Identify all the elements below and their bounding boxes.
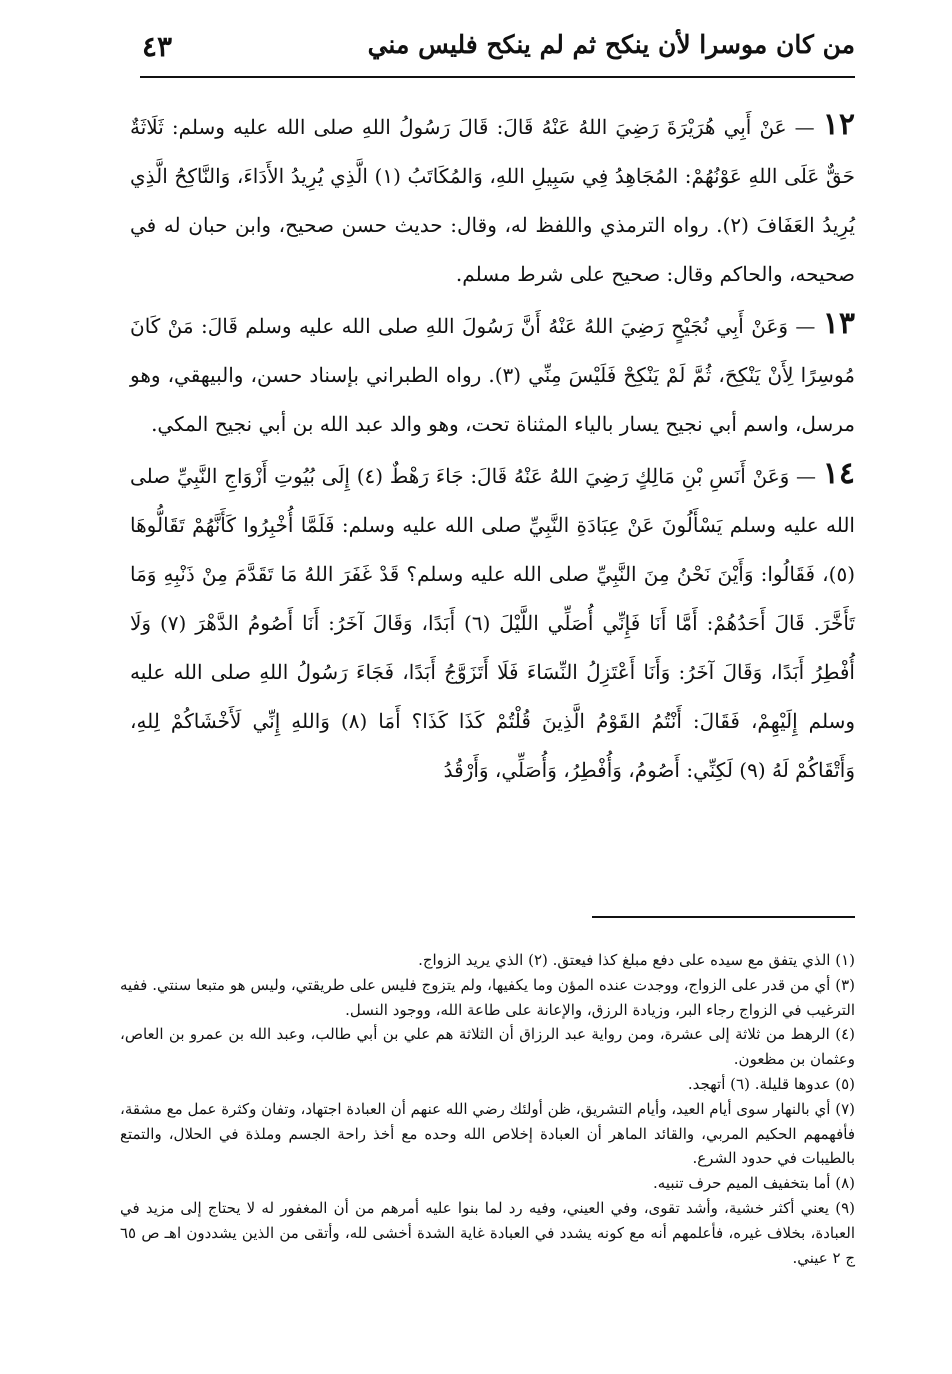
hadith-13	[130, 299, 855, 449]
footnote: (٧) أي بالنهار سوى أيام العيد، وأيام التشريق، ظن أولئك رضي الله عنهم أن العبادة اجتهاد، وتفان وكثرة عمل مع مشقة، فأفهمهم الحكيم المربي، والقائد الماهر أن العبادة إخلاص الله وحده مع أخذ راحة الجسم وملذة في الحلال، والتمتع بالطيبات في حدود الشرع.	[120, 1099, 855, 1168]
page-header	[140, 20, 855, 78]
hadith-body	[130, 100, 855, 795]
footnote: (٣) أي من قدر على الزواج، ووجدت عنده المؤن وما يكفيها، ولم يتزوج فليس على طريقتي، وليس هو متبعا سنتي. ففيه الترغيب في الزواج رجاء البر، وزيادة الرزق، والإعانة على طاعة الله، ووجود النسل.	[120, 975, 855, 1019]
hadith-number: ١٤	[822, 456, 855, 491]
footnotes	[120, 948, 855, 1270]
hadith-text: — وَعَنْ أَبِي نُجَيْحٍ رَضِيَ اللهُ عَنْهُ أَنَّ رَسُولَ اللهِ صلى الله عليه وسلم قَالَ: مَنْ كَانَ مُوسِرًا لِأَنْ يَنْكِحَ، ثُمَّ لَمْ يَنْكِحْ فَلَيْسَ مِنِّي (٣). رواه الطبراني بإسناد حسن، والبيهقي، وهو مرسل، واسم أبي نجيح يسار بالياء المثناة تحت، وهو والد عبد الله بن أبي نجيح المكي.	[130, 314, 855, 436]
footnote: (٥) عدوها قليلة. (٦) أتهجد.	[687, 1074, 855, 1093]
page-number: ٤٣	[142, 30, 173, 63]
footnote: (٤) الرهط من ثلاثة إلى عشرة، ومن رواية عبد الرزاق أن الثلاثة هم علي بن أبي طالب، وعبد الله بن عمرو بن العاص، وعثمان بن مظعون.	[120, 1025, 855, 1069]
footnote: (٨) أما بتخفيف الميم حرف تنبيه.	[653, 1174, 855, 1193]
footnote: (٩) يعني أكثر خشية، وأشد تقوى، وفي العيني، وفيه رد لما بنوا عليه أمرهم من أن المغفور له لا يحتاج إلى مزيد في العبادة، بخلاف غيره، فأعلمهم أنه مع كونه يشدد في العبادة غاية الشدة أخشى لله، وأتقى من الذين يشددون اهـ ص ٦٥ ج ٢ عيني.	[120, 1198, 855, 1267]
hadith-number: ١٢	[822, 107, 856, 142]
hadith-12	[130, 100, 855, 299]
hadith-text: — وَعَنْ أَنَسِ بْنِ مَالِكٍ رَضِيَ اللهُ عَنْهُ قَالَ: جَاءَ رَهْطٌ (٤) إِلَى بُيُوتِ أَزْوَاجِ النَّبِيِّ صلى الله عليه وسلم يَسْأَلُونَ عَنْ عِبَادَةِ النَّبِيِّ صلى الله عليه وسلم: فَلَمَّا أُخْبِرُوا كَأَنَّهُمْ تَقَالُّوهَا (٥)، فَقَالُوا: وَأَيْنَ نَحْنُ مِنَ النَّبِيِّ صلى الله عليه وسلم؟ قَدْ غَفَرَ اللهُ مَا تَقَدَّمَ مِنْ ذَنْبِهِ وَمَا تَأَخَّرَ. قَالَ أَحَدُهُمْ: أَمَّا أَنَا فَإِنِّي أُصَلِّي اللَّيْلَ (٦) أَبَدًا، وَقَالَ آخَرُ: أَنَا أَصُومُ الدَّهْرَ (٧) وَلَا أُفْطِرُ أَبَدًا، وَقَالَ آخَرُ: وَأَنَا أَعْتَزِلُ النِّسَاءَ فَلَا أَتَزَوَّجُ أَبَدًا، فَجَاءَ رَسُولُ اللهِ صلى الله عليه وسلم إِلَيْهِمْ، فَقَالَ: أَنْتُمُ القَوْمُ الَّذِينَ قُلْتُمْ كَذَا كَذَا؟ أَمَا (٨) وَاللهِ إِنِّي لَأَخْشَاكُمْ لِلهِ، وَأَتْقَاكُمْ لَهُ (٩) لَكِنِّي: أَصُومُ، وَأُفْطِرُ، وَأُصَلِّي، وَأَرْقُدُ	[130, 464, 856, 782]
running-title: من كان موسرا لأن ينكح ثم لم ينكح فليس مني	[367, 30, 855, 59]
footnote: (١) الذي يتفق مع سيده على دفع مبلغ كذا فيعتق. (٢) الذي يريد الزواج.	[418, 951, 855, 969]
hadith-text: — عَنْ أَبِي هُرَيْرَةَ رَضِيَ اللهُ عَنْهُ قَالَ: قَالَ رَسُولُ اللهِ صلى الله عليه وسلم: ثَلَاثَةٌ حَقٌّ عَلَى اللهِ عَوْنُهُمْ: المُجَاهِدُ فِي سَبِيلِ اللهِ، وَالمُكَاتَبُ (١) الَّذِي يُرِيدُ الأَدَاءَ، وَالنَّاكِحُ الَّذِي يُرِيدُ العَفَافَ (٢). رواه الترمذي واللفظ له، وقال: حديث حسن صحيح، وابن حبان له في صحيحه، والحاكم وقال: صحيح على شرط مسلم.	[130, 115, 855, 286]
hadith-number: ١٣	[822, 306, 856, 341]
footnote-separator	[592, 916, 855, 918]
hadith-14	[130, 449, 855, 795]
